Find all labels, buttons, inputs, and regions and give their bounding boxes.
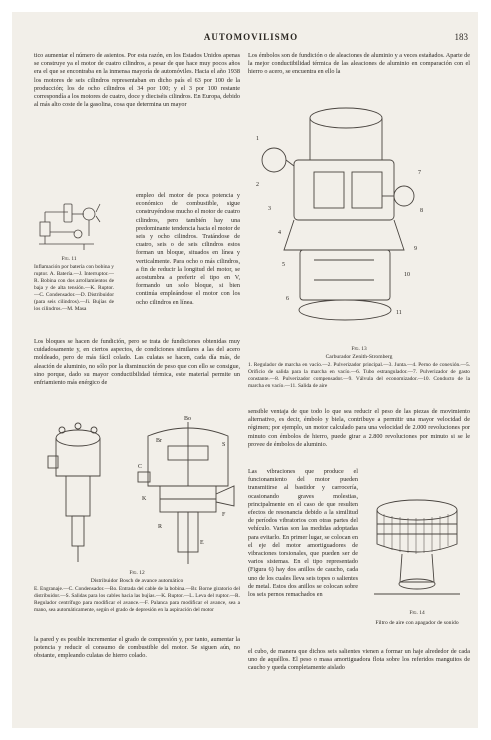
svg-text:R: R	[158, 524, 163, 530]
left-paragraph-2: empleo del motor de poca potencia y económico de combustible, sigue construyéndose mucho el motor de cuatro cilindros, pero también hay una predominante tendencia hacia el motor de seis y ocho cilindros. Tratándose de cuatro, seis o de seis cilindros estos forman un bloque, situados en línea y verticalmente. Para ocho o más cilindros, a fin de reducir la longitud del motor, se acostumbra a preferir el tipo en V, formando un solo bloque, si bien continúa empleándose el motor con los ocho cilindros en línea.	[136, 192, 240, 306]
fig14-label: Fig. 14	[409, 610, 425, 616]
fig14-caption: Filtro de aire con apagador de sonido	[375, 620, 459, 626]
page-title: AUTOMOVILISMO	[203, 32, 299, 42]
right-paragraph-2: sensible ventaja de que todo lo que sea reducir el peso de las piezas de movimiento alternativo, es decir, émbolo y biela, contribuye a permitir una mayor velocidad de régimen; por ejemplo, un motor calculado para una velocidad de 2.000 revoluciones por minuto con émbolos de hierro, puede girar a 2.800 revoluciones por minuto si se le provee de émbolos de aluminio.	[248, 408, 470, 448]
fig12-distributor-illustration	[38, 416, 238, 568]
svg-text:K: K	[142, 496, 147, 502]
right-paragraph-3: Las vibraciones que produce el funcionamiento del motor pueden transmitirse al bastidor y carrocería, ocasionando graves molestias, principalmente en el caso de que resulten efectos de resonancia debido a la similitud de períodos vibratorios con otras partes del vehículo. Varias son las medidas adoptadas para evitarlo. En primer lugar, se colocan en el eje del motor amortiguadores de vibraciones torsionales, que pueden ser de varios sistemas. En el tipo representado (Figura 6) hay dos anillos de caucho, cada uno de los cuales lleva seis topes o salientes de metal. Estos dos anillos se colocan sobre los seis pernos remachados en	[248, 468, 358, 599]
left-paragraph-1: tico aumentar el número de asientos. Por esta razón, en los Estados Unidos apenas se construye ya el motor de cuatro cilindros, a pesar de que hace muy pocos años era el que se encontraba en la inmensa mayoría de automóviles. Hacia el año 1938 los motores de seis cilindros representaban en dicho país el 63 por 100 de la producción; los de ocho cilindros el 34 por 100; y el 3 por 100 restante correspondía a los motores de cuatro, doce y dieciséis cilindros. En Europa, debido al más alto coste de la gasolina, cosa que determina un mayor	[34, 52, 240, 109]
fig11-label: Fig. 11	[61, 256, 77, 262]
left-paragraph-4: la pared y es posible incrementar el grado de compresión y, por tanto, aumentar la potencia y reducir el consumo de combustible del motor. Se siguen aún, no obstante, empleando culatas de hierro colado.	[34, 636, 240, 660]
fig13-carburettor-illustration	[254, 100, 434, 340]
svg-text:1: 1	[256, 136, 259, 142]
svg-text:Br: Br	[156, 438, 162, 444]
fig12-caption: E. Engranaje.—C. Condensador.—Bo. Entrada del cable de la bobina.—Br. Borne giratorio del distribuidor.—S. Salidas para los cables hacia las bujías.—K. Ruptor.—L. Leva del ruptor.—R. Regulador centrífugo para modificar el avance.—F. Palanca para modificar el avance, sea a mano, sea automáticamente, según el grado de depresión en la aspiración del motor	[34, 586, 240, 613]
page-number: 183	[454, 32, 468, 42]
svg-text:5: 5	[282, 262, 285, 268]
fig13-caption-title: Carburador Zenith-Stromberg	[325, 354, 393, 360]
svg-text:7: 7	[418, 170, 421, 176]
fig14-air-filter-illustration	[364, 494, 470, 606]
svg-text:3: 3	[268, 206, 271, 212]
svg-text:6: 6	[286, 296, 289, 302]
svg-text:C: C	[138, 464, 143, 470]
svg-text:4: 4	[278, 230, 281, 236]
left-paragraph-3: Los bloques se hacen de fundición, pero se trata de fundiciones obtenidas muy cuidadosamente y, en ciertos aspectos, de condiciones similares a las del acero moldeado, pero de más fácil colado. Las culatas se hacen, cada día más, de aleación de aluminio, no sólo por la disminución de peso que con ello se consigue, sino porque, dado su mayor conductibilidad térmica, este material permite un enfriamiento más enérgico de	[34, 338, 240, 387]
fig13-caption: 1. Regulador de marcha en vacío.—2. Pulverizador principal.—3. Junta.—4. Perno de conexión.—5. Orificio de salida para la marcha en vacío.—6. Tubo estrangulador.—7. Pulverizador de gasto constante.—8. Pulverizador compensador.—9. Válvula del economizador.—10. Conducto de la marcha en vacío.—11. Salida de aire	[248, 362, 470, 389]
svg-text:9: 9	[414, 246, 417, 252]
fig12-caption-title: Distribuidor Bosch de avance automático	[90, 578, 184, 584]
svg-text:10: 10	[404, 272, 410, 278]
svg-text:E: E	[200, 540, 204, 546]
svg-text:Bo: Bo	[184, 416, 192, 422]
fig12-label: Fig. 12	[129, 570, 145, 576]
svg-text:S: S	[222, 442, 226, 448]
fig11-caption: Inflamación por batería con bobina y ruptor. A. Batería.—J. Interruptor.—R. Bobina con dos arrollamientos de baja y de alta tensión.—K. Ruptor.—C. Condensador.—D. Distribuidor (para seis cilindros).—Ji. Bujías de los cilindros.—M. Masa	[34, 264, 114, 312]
right-paragraph-1: Los émbolos son de fundición o de aleaciones de aluminio y a veces estañados. Aparte de la mejor conductibilidad térmica de las aleaciones de aluminio en comparación con el hierro o acero, se encuentra en ello la	[248, 52, 470, 76]
svg-text:F: F	[222, 512, 226, 518]
svg-text:2: 2	[256, 182, 259, 188]
page-sheet	[12, 12, 478, 728]
svg-text:11: 11	[396, 310, 402, 316]
svg-text:8: 8	[420, 208, 423, 214]
right-paragraph-4: el cubo, de manera que dichos seis salientes vienen a formar un haje alrededor de cada uno de aquéllos. El peso o masa amortiguadora flota sobre los referidos manguitos de caucho y queda completamente aislado	[248, 648, 470, 672]
fig13-label: Fig. 13	[351, 346, 367, 352]
fig11-wiring-diagram	[34, 192, 104, 254]
page-header	[34, 32, 468, 46]
